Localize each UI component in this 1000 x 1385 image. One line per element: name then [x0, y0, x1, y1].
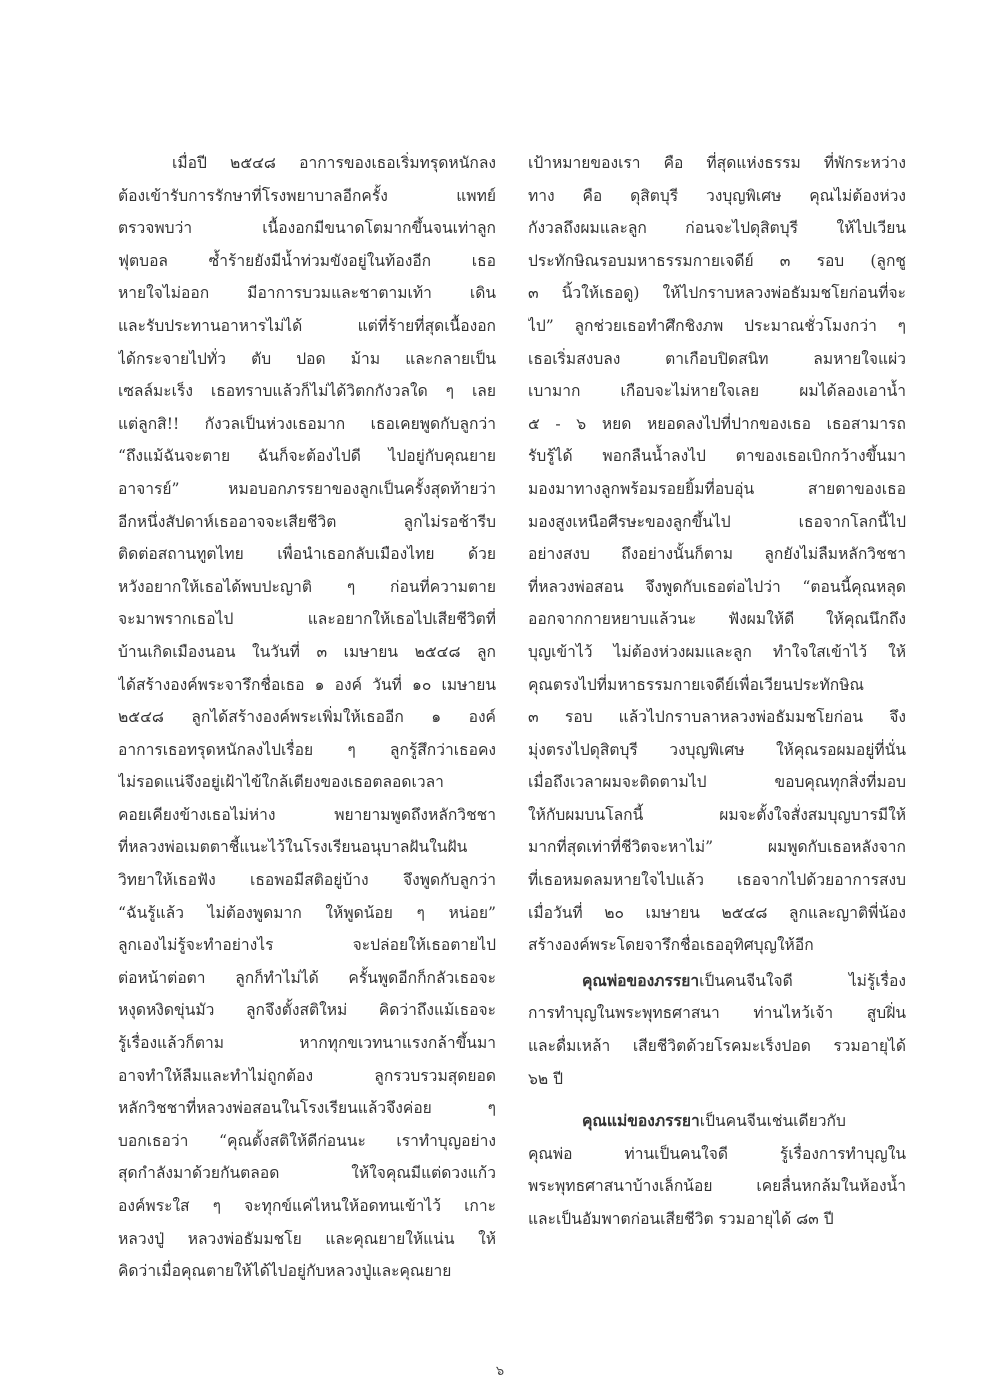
text-line: ที่หลวงพ่อสอน จึงพูดกับเธอต่อไปว่า “ตอนนี้คุณหลุด	[528, 577, 906, 596]
text-line: “ฉันรู้แล้ว ไม่ต้องพูดมาก ให้พูดน้อย ๆ หน่อย”	[118, 903, 496, 922]
text-line: ลูกเองไม่รู้จะทำอย่างไร จะปล่อยให้เธอตายไป	[118, 936, 496, 955]
text-line: บ้านเกิดเมืองนอน ในวันที่ ๓ เมษายน ๒๕๔๘ ลูก	[118, 642, 496, 661]
text-line: ทาง คือ ดุสิตบุรี วงบุญพิเศษ คุณไม่ต้องห่วง	[528, 186, 906, 205]
text-line	[528, 1105, 906, 1138]
text-line: คุณตรงไปที่มหาธรรมกายเจดีย์เพื่อเวียนประทักษิณ	[528, 675, 864, 694]
text-line: อย่างสงบ ถึงอย่างนั้นก็ตาม ลูกยังไม่ลืมหลักวิชชา	[528, 545, 906, 564]
text-line: คุณพ่อ ท่านเป็นคนใจดี รู้เรื่องการทำบุญใน	[528, 1144, 906, 1163]
text-line: เมื่อวันที่ ๒๐ เมษายน ๒๕๔๘ ลูกและญาติพี่น้อง	[528, 903, 906, 922]
text-line: และดื่มเหล้า เสียชีวิตด้วยโรคมะเร็งปอด รวมอายุได้	[528, 1037, 906, 1056]
mother-para	[528, 1105, 906, 1235]
text-line: แต่ลูกสิ!! กังวลเป็นห่วงเธอมาก เธอเคยพูดกับลูกว่า	[118, 414, 496, 433]
right-column	[528, 147, 906, 1236]
text-line: อีกหนึ่งสัปดาห์เธออาจจะเสียชีวิต ลูกไม่รอช้ารีบ	[118, 512, 496, 531]
text-line: กังวลถึงผมและลูก ก่อนจะไปดุสิตบุรี ให้ไปเวียน	[528, 219, 906, 238]
page-number: ๖	[495, 1364, 505, 1379]
text-line: รู้เรื่องแล้วก็ตาม หากทุกขเวทนาแรงกล้าขึ้นมา	[118, 1034, 496, 1053]
text-line: ๓ นิ้วให้เธอดู) ให้ไปกราบหลวงพ่อธัมมชโยก่อนที่จะ	[528, 284, 906, 303]
paragraph-first-line: เป็นคนจีนใจดี ไม่รู้เรื่อง	[699, 971, 906, 990]
text-line: ๖๒ ปี	[528, 1069, 564, 1088]
text-line: ต้องเข้ารับการรักษาที่โรงพยาบาลอีกครั้ง แพทย์	[118, 186, 496, 205]
text-line: หลักวิชชาที่หลวงพ่อสอนในโรงเรียนแล้วจึงค่อย ๆ	[118, 1099, 496, 1118]
text-line: หวังอยากให้เธอได้พบปะญาติ ๆ ก่อนที่ความตาย	[118, 577, 496, 596]
text-line: ออกจากกายหยาบแล้วนะ ฟังผมให้ดี ให้คุณนึกถึง	[528, 610, 906, 629]
text-line: อาการเธอทรุดหนักลงไปเรื่อย ๆ ลูกรู้สึกว่าเธอคง	[118, 740, 496, 759]
text-line: มากที่สุดเท่าที่ชีวิตจะหาไม่” ผมพูดกับเธอหลังจาก	[528, 838, 906, 857]
text-line: บุญเข้าไว้ ไม่ต้องห่วงผมและลูก ทำใจใสเข้าไว้ ให้	[528, 642, 906, 661]
text-line: มุ่งตรงไปดุสิตบุรี วงบุญพิเศษ ให้คุณรอผมอยู่ที่นั่น	[528, 740, 906, 759]
text-line	[528, 965, 906, 998]
text-line: อาจารย์” หมอบอกภรรยาของลูกเป็นครั้งสุดท้ายว่า	[118, 479, 496, 498]
father-para	[528, 965, 906, 1095]
left-column	[118, 147, 496, 1288]
text-line: ที่เธอหมดลมหายใจไปแล้ว เธอจากไปด้วยอาการสงบ	[528, 871, 906, 890]
text-line: วิทยาให้เธอฟัง เธอพอมีสติอยู่บ้าง จึงพูดกับลูกว่า	[118, 871, 496, 890]
paragraph-heading: คุณพ่อของภรรยา	[582, 970, 700, 990]
text-line: องค์พระใส ๆ จะทุกข์แค่ไหนให้อดทนเข้าไว้ เกาะ	[118, 1197, 496, 1215]
text-line: ฟุตบอล ซ้ำร้ายยังมีน้ำท่วมขังอยู่ในท้องอีก เธอ	[118, 251, 496, 270]
text-line: ต่อหน้าต่อตา ลูกก็ทำไม่ได้ ครั้นพูดอีกก็กลัวเธอจะ	[118, 968, 496, 987]
text-line: หงุดหงิดขุ่นมัว ลูกจึงตั้งสติใหม่ คิดว่าถึงแม้เธอจะ	[118, 1001, 496, 1020]
text-line: “ถึงแม้ฉันจะตาย ฉันก็จะต้องไปดี ไปอยู่กับคุณยาย	[118, 447, 496, 466]
text-line: และรับประทานอาหารไม่ได้ แต่ที่ร้ายที่สุดเนื้องอก	[118, 316, 496, 335]
text-line: ติดต่อสถานทูตไทย เพื่อนำเธอกลับเมืองไทย ด้วย	[118, 545, 496, 564]
text-line: ที่หลวงพ่อเมตตาชี้แนะไว้ในโรงเรียนอนุบาลฝันในฝัน	[118, 838, 468, 857]
text-line: ๒๕๔๘ ลูกได้สร้างองค์พระเพิ่มให้เธออีก ๑ องค์	[118, 708, 496, 727]
text-line: เบามาก เกือบจะไม่หายใจเลย ผมได้ลองเอาน้ำ	[528, 382, 906, 401]
paragraph-first-line: เป็นคนจีนเช่นเดียวกับ	[699, 1112, 846, 1131]
text-line: เธอเริ่มสงบลง ตาเกือบปิดสนิท ลมหายใจแผ่ว	[528, 349, 906, 368]
text-line: คิดว่าเมื่อคุณตายให้ได้ไปอยู่กับหลวงปู่และคุณยาย	[118, 1262, 452, 1281]
paragraph-heading: คุณแม่ของภรรยา	[582, 1111, 700, 1131]
text-line: เป้าหมายของเรา คือ ที่สุดแห่งธรรม ที่พักระหว่าง	[528, 154, 906, 172]
text-line: หายใจไม่ออก มีอาการบวมและชาตามเท้า เดิน	[118, 284, 496, 303]
text-line: เมื่อปี ๒๕๔๘ อาการของเธอเริ่มทรุดหนักลง	[172, 154, 496, 172]
text-line: เซลล์มะเร็ง เธอทราบแล้วก็ไม่ได้วิตกกังวลใด ๆ เลย	[118, 382, 496, 401]
text-line: ไม่รอดแน่จึงอยู่เฝ้าไข้ใกล้เตียงของเธอตลอดเวลา	[118, 773, 444, 792]
text-line: ให้กับผมบนโลกนี้ ผมจะตั้งใจสั่งสมบุญบารมีให้	[528, 805, 906, 824]
text-line: ได้สร้างองค์พระจารึกชื่อเธอ ๑ องค์ วันที่ ๑๐ เมษายน	[118, 675, 496, 694]
text-line: ตรวจพบว่า เนื้องอกมีขนาดโตมากขึ้นจนเท่าลูก	[118, 219, 496, 238]
text-line: สุดกำลังมาด้วยกันตลอด ให้ใจคุณมีแต่ดวงแก้ว	[118, 1164, 496, 1183]
text-line: และเป็นอัมพาตก่อนเสียชีวิต รวมอายุได้ ๘๓ ปี	[528, 1210, 834, 1228]
text-line: ๓ รอบ แล้วไปกราบลาหลวงพ่อธัมมชโยก่อน จึง	[528, 708, 906, 727]
text-line: บอกเธอว่า “คุณตั้งสติให้ดีก่อนนะ เราทำบุญอย่าง	[118, 1131, 496, 1150]
text-line: สร้างองค์พระโดยจารึกชื่อเธออุทิศบุญให้อีก	[528, 936, 814, 955]
text-line: รับรู้ได้ พอกลืนน้ำลงไป ตาของเธอเบิกกว้างขึ้นมา	[528, 447, 906, 466]
text-line: ประทักษิณรอบมหาธรรมกายเจดีย์ ๓ รอบ (ลูกชู	[528, 251, 906, 270]
text-line: ๕ - ๖ หยด หยอดลงไปที่ปากของเธอ เธอสามารถ	[528, 414, 906, 433]
text-line: หลวงปู่ หลวงพ่อธัมมชโย และคุณยายให้แน่น ให้	[118, 1229, 496, 1248]
text-line: มองสูงเหนือศีรษะของลูกขึ้นไป เธอจากโลกนี้ไป	[528, 512, 906, 531]
text-line: อาจทำให้ลืมและทำไม่ถูกต้อง ลูกรวบรวมสุดยอด	[118, 1066, 496, 1085]
text-line: ได้กระจายไปทั่ว ตับ ปอด ม้าม และกลายเป็น	[118, 349, 496, 368]
text-line: เมื่อถึงเวลาผมจะติดตามไป ขอบคุณทุกสิ่งที่มอบ	[528, 773, 906, 792]
text-line: มองมาทางลูกพร้อมรอยยิ้มที่อบอุ่น สายตาของเธอ	[528, 479, 906, 498]
text-line: พระพุทธศาสนาบ้างเล็กน้อย เคยลื่นหกล้มในห้องน้ำ	[528, 1177, 906, 1196]
text-line: การทำบุญในพระพุทธศาสนา ท่านไหว้เจ้า สูบฝิ่น	[528, 1004, 906, 1023]
text-line: ไป” ลูกช่วยเธอทำศึกชิงภพ ประมาณชั่วโมงกว่า ๆ	[528, 316, 906, 335]
text-line: คอยเคียงข้างเธอไม่ห่าง พยายามพูดถึงหลักวิชชา	[118, 805, 496, 824]
text-line: จะมาพรากเธอไป และอยากให้เธอไปเสียชีวิตที่	[118, 610, 496, 629]
